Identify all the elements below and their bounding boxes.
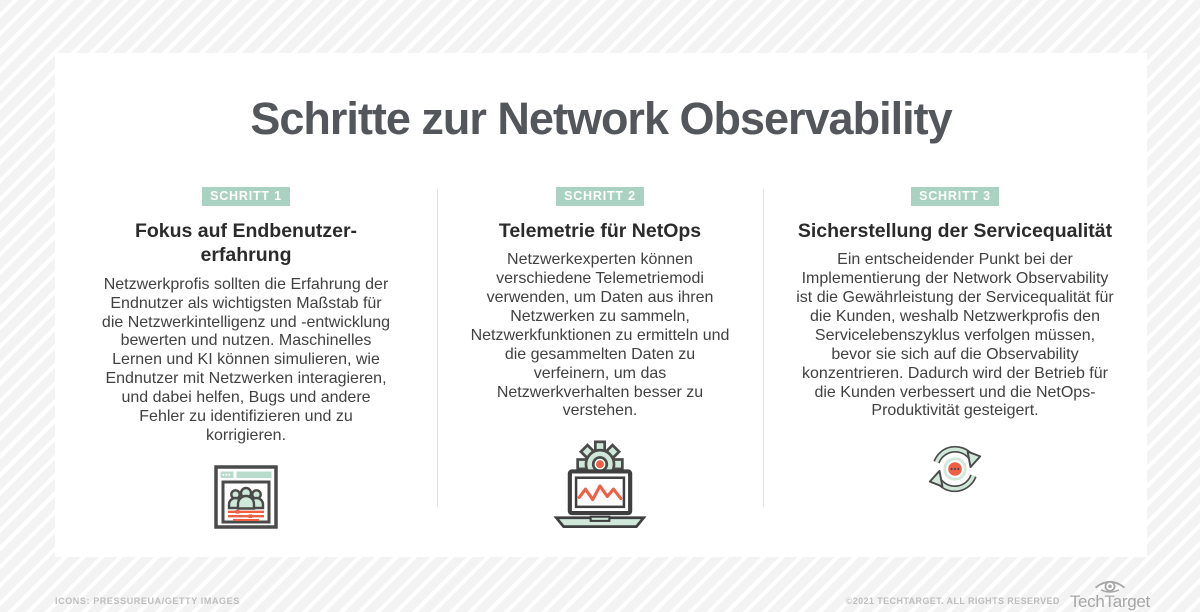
service-cycle-icon xyxy=(923,437,987,501)
step-heading: Fokus auf Endbenutzer-erfahrung xyxy=(134,220,358,267)
footer xyxy=(55,576,1150,612)
brand-name: TechTarget xyxy=(1069,592,1150,611)
footer-right xyxy=(846,576,1150,612)
laptop-telemetry-icon xyxy=(548,437,652,533)
page-title: Schritte zur Network Observability xyxy=(250,93,952,144)
steps-container xyxy=(55,187,1147,533)
infographic-card xyxy=(55,53,1147,557)
step-icon-wrap xyxy=(923,429,987,501)
step-body: Netzwerkprofis sollten die Erfahrung der Endnutzer als wichtigsten Maßstab für die Netzwerkintelligenz und -entwicklung bewerten und nutzen. Maschinelles Lernen und KI können simulieren, wie Endnutzer mit Netzwerken interagieren, und dabei helfen, Bugs und andere Fehler zu identifizieren und zu korrigieren. xyxy=(101,275,391,444)
step-body: Ein entscheidender Punkt bei der Implementierung der Network Observability ist die Gewährleistung der Servicequalität für die Kunden, weshalb Netzwerkprofis den Servicelebenszyklus verfolgen müssen, bevor sie sich auf die Observability konzentrieren. Dadurch wird der Betrieb für die Kunden verbessert und die NetOps-Produktivität gesteigert. xyxy=(796,251,1114,420)
step-icon-wrap xyxy=(548,429,652,533)
step-column-1 xyxy=(55,187,437,533)
step-column-2 xyxy=(437,187,763,533)
column-divider xyxy=(763,189,764,507)
icons-credit: ICONS: PRESSUREUA/GETTY IMAGES xyxy=(55,596,240,606)
step-body: Netzwerkexperten können verschiedene Telemetriemodi verwenden, um Daten aus ihren Netzwerken zu sammeln, Netzwerkfunktionen zu ermitteln und die gesammelten Daten zu verfeinern, um das Netzwerkverhalten besser zu verstehen. xyxy=(470,251,730,420)
step-badge: SCHRITT 2 xyxy=(556,187,644,206)
step-heading: Sicherstellung der Servicequalität xyxy=(797,220,1113,242)
step-column-3 xyxy=(763,187,1147,533)
step-badge: SCHRITT 1 xyxy=(202,187,290,206)
browser-users-icon xyxy=(213,464,279,530)
step-badge: SCHRITT 3 xyxy=(911,187,999,206)
techtarget-logo xyxy=(1070,576,1150,612)
column-divider xyxy=(437,189,438,507)
copyright-text: ©2021 TECHTARGET. ALL RIGHTS RESERVED xyxy=(845,596,1060,606)
step-icon-wrap xyxy=(213,454,279,530)
step-heading: Telemetrie für NetOps xyxy=(498,220,702,242)
